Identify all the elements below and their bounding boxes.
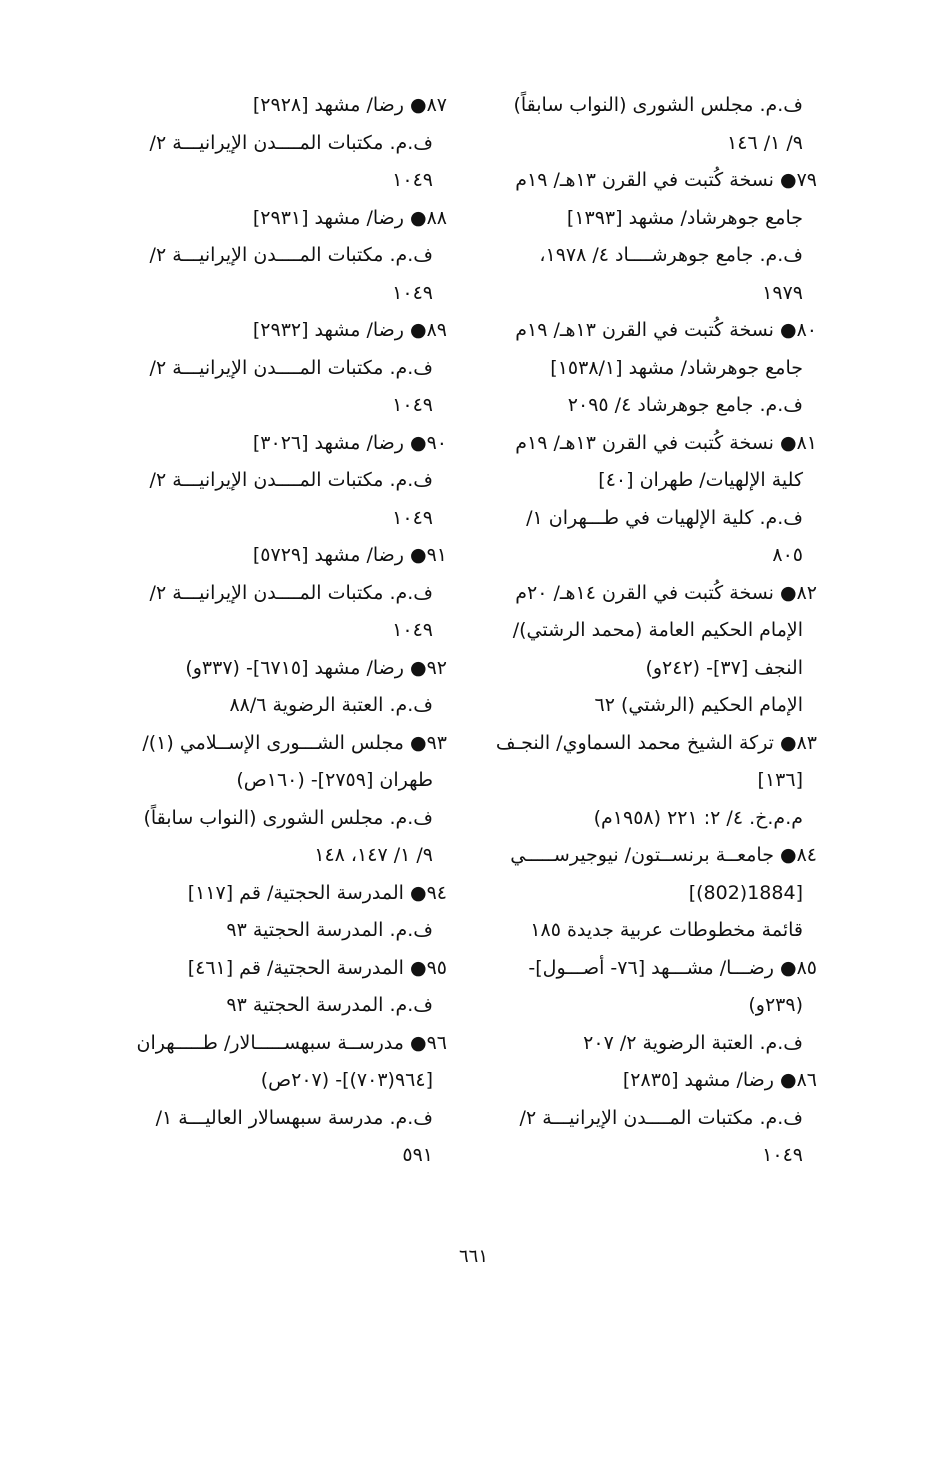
right-column xyxy=(487,87,817,1175)
entry-detail-line: الإمام الحكيم العامة (محمد الرشتي)/ xyxy=(512,619,803,641)
entry-heading-line: ٨٦● رضا/ مشهد [٢٨٣٥] xyxy=(622,1069,817,1091)
entry-detail-line: ١٠٤٩ xyxy=(392,394,433,416)
entry-detail-line: ف.م. كلية الإلهيات في طـــهران ١/ xyxy=(526,506,803,529)
entry-detail-line: ف.م. جامع جوهرشاد ٤/ ٢٠٩٥ xyxy=(567,394,803,416)
entry-heading-line: ٨٣● تركة الشيخ محمد السماوي/ النجـف xyxy=(495,731,817,754)
entry-detail-line: جامع جوهرشاد/ مشهد [١٥٣٨/١] xyxy=(550,356,803,379)
entry-detail-line: ١٠٤٩ xyxy=(392,169,433,191)
entry-heading-line: ٨٥● رضـــا/ مشـــهد [٧٦- أصـــول]- xyxy=(528,956,817,979)
entry-heading-line: ٩٤● المدرسة الحجتية/ قم [١١٧] xyxy=(187,881,447,904)
entry-detail-line: ف.م. مكتبات المــــدن الإيرانيـــة ٢/ xyxy=(149,356,433,379)
entry-heading-line: ٩٣● مجلس الشـــورى الإســلامي (١)/ xyxy=(142,731,447,754)
page-number: ٦٦١ xyxy=(458,1246,488,1267)
entry-detail-line: ف.م. العتبة الرضوية ٢/ ٢٠٧ xyxy=(583,1031,803,1054)
entry-detail-line: ف.م. مكتبات المــــدن الإيرانيـــة ٢/ xyxy=(149,581,433,604)
entry-detail-line: ٩/ ١/ ١٤٦ xyxy=(727,131,803,154)
entry-heading-line: ٩١● رضا/ مشهد [٥٧٢٩] xyxy=(252,544,447,566)
left-column xyxy=(102,87,447,1175)
entry-detail-line: ١٠٤٩ xyxy=(762,1144,803,1166)
entry-heading-line: ٨٢● نسخة كُتبت في القرن ١٤هـ/ ٢٠م xyxy=(515,581,817,604)
entry-detail-line: قائمة مخطوطات عربية جديدة ١٨٥ xyxy=(530,919,803,941)
entry-detail-line: ف.م. العتبة الرضوية ٨٨/٦ xyxy=(229,694,433,716)
entry-detail-line: م.م.خ. ٤/ ٢: ٢٢١ (١٩٥٨م) xyxy=(593,806,803,829)
entry-heading-line: ٩٢● رضا/ مشهد [٦٧١٥]- (٣٣٧و) xyxy=(185,656,447,679)
entry-detail-line: ١٠٤٩ xyxy=(392,506,433,529)
entry-detail-line: ١٩٧٩ xyxy=(762,281,803,304)
entry-heading-line: ٧٩● نسخة كُتبت في القرن ١٣هـ/ ١٩م xyxy=(515,169,817,191)
entry-heading-line: ٩٥● المدرسة الحجتية/ قم [٤٦١] xyxy=(187,956,447,979)
entry-heading-line: ٨٨● رضا/ مشهد [٢٩٣١] xyxy=(252,206,447,229)
entry-detail-line: ف.م. مكتبات المــــدن الإيرانيـــة ٢/ xyxy=(149,469,433,491)
entry-detail-line: طهران [٢٧٥٩]- (١٦٠ص) xyxy=(236,769,433,791)
entry-heading-line: ٨٠● نسخة كُتبت في القرن ١٣هـ/ ١٩م xyxy=(515,319,817,341)
entry-detail-line: جامع جوهرشاد/ مشهد [١٣٩٣] xyxy=(566,206,803,229)
entry-heading-line: ٩٦● مدرســة سبهســـــالار/ طـــــهران xyxy=(136,1031,447,1054)
entry-detail-line: ٥٩١ xyxy=(402,1144,433,1166)
entry-heading-line: ٨١● نسخة كُتبت في القرن ١٣هـ/ ١٩م xyxy=(515,431,817,454)
entry-detail-line: الإمام الحكيم (الرشتي) ٦٢ xyxy=(594,694,803,716)
entry-detail-line: ف.م. مجلس الشورى (النواب سابقاً) xyxy=(513,94,803,116)
entry-detail-line: ف.م. مدرسة سبهسالار العاليـــة ١/ xyxy=(155,1106,433,1129)
entry-detail-line: ١٠٤٩ xyxy=(392,281,433,304)
entry-detail-line: النجف [٣٧]- (٢٤٢و) xyxy=(645,656,803,679)
entry-detail-line: ٨٠٥ xyxy=(772,544,803,566)
entry-heading-line: ٨٤● جامعــة برنســتون/ نيوجيرســـــي xyxy=(510,844,817,866)
entry-heading-line: ٩٠● رضا/ مشهد [٣٠٢٦] xyxy=(252,431,447,454)
entry-detail-line: ف.م. مكتبات المــــدن الإيرانيـــة ٢/ xyxy=(149,131,433,154)
entry-detail-line: ف.م. مجلس الشورى (النواب سابقاً) xyxy=(143,806,433,829)
entry-detail-line: ف.م. المدرسة الحجتية ٩٣ xyxy=(226,919,433,941)
entry-detail-line: ٩/ ١/ ١٤٧، ١٤٨ xyxy=(314,844,433,866)
entry-detail-line: ١٠٤٩ xyxy=(392,619,433,641)
entry-detail-line: [١٣٦] xyxy=(757,769,803,791)
entry-heading-line: ٨٩● رضا/ مشهد [٢٩٣٢] xyxy=(252,319,447,341)
entry-detail-line: [٩٦٤(٧٠٣)]- (٢٠٧ص) xyxy=(260,1069,433,1091)
entry-detail-line: ف.م. مكتبات المــــدن الإيرانيـــة ٢/ xyxy=(149,244,433,266)
entry-heading-line: ٨٧● رضا/ مشهد [٢٩٢٨] xyxy=(252,94,447,116)
entry-detail-line: كلية الإلهيات/ طهران [٤٠] xyxy=(598,469,803,491)
entry-detail-line: ف.م. المدرسة الحجتية ٩٣ xyxy=(226,994,433,1016)
entry-detail-line: ف.م. مكتبات المــــدن الإيرانيـــة ٢/ xyxy=(519,1106,803,1129)
entry-detail-line: (٢٣٩و) xyxy=(748,994,803,1016)
entry-detail-line: [1884(802)] xyxy=(688,881,803,904)
entry-detail-line: ف.م. جامع جوهرشــــاد ٤/ ١٩٧٨، xyxy=(539,244,803,266)
